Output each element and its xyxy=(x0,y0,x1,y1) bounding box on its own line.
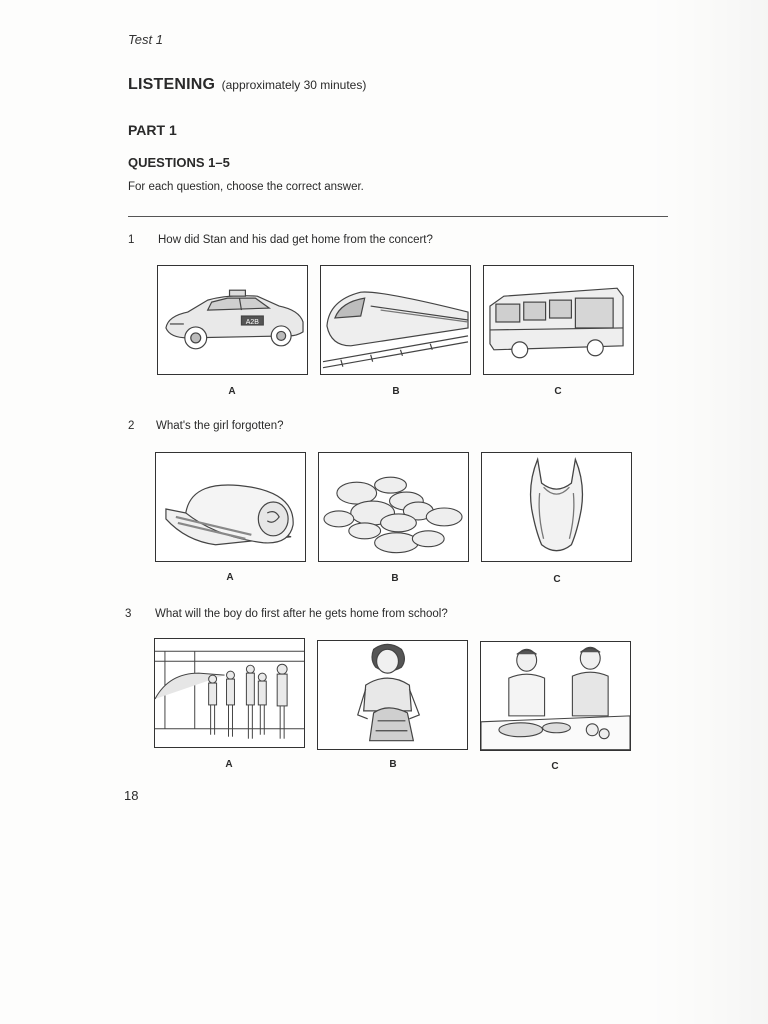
question-text: What's the girl forgotten? xyxy=(156,420,284,432)
option-picture-food-prep[interactable] xyxy=(480,641,631,751)
option-picture-train[interactable] xyxy=(320,265,471,375)
swimsuit-illustration xyxy=(482,453,631,561)
question-number: 2 xyxy=(128,420,135,432)
option-letter: B xyxy=(389,759,397,770)
divider-rule xyxy=(128,216,668,217)
taxi-illustration xyxy=(158,266,307,374)
option-picture-taxi[interactable] xyxy=(157,265,308,375)
page-edge-shadow xyxy=(648,0,768,1024)
question-text: What will the boy do first after he gets home from school? xyxy=(155,608,448,620)
option-picture-bus[interactable] xyxy=(483,265,634,375)
questions-heading: QUESTIONS 1–5 xyxy=(128,155,230,170)
question-number: 1 xyxy=(128,234,135,246)
towel-illustration xyxy=(156,453,305,561)
section-title-note: (approximately 30 minutes) xyxy=(221,78,367,92)
boy-bag-illustration xyxy=(318,641,467,749)
part-title: PART 1 xyxy=(128,122,177,138)
question-number: 3 xyxy=(125,608,132,620)
option-letter: C xyxy=(551,761,559,772)
option-letter: A xyxy=(228,386,236,397)
option-picture-coins[interactable] xyxy=(318,452,469,562)
option-picture-swimsuit[interactable] xyxy=(481,452,632,562)
station-illustration xyxy=(155,639,304,747)
taxi-sign-text: A2B xyxy=(245,318,259,326)
food-prep-illustration xyxy=(481,642,630,750)
option-letter: C xyxy=(554,386,562,397)
running-head: Test 1 xyxy=(128,32,163,47)
option-letter: C xyxy=(553,574,561,585)
section-title xyxy=(128,76,366,94)
option-letter: B xyxy=(392,386,400,397)
instructions: For each question, choose the correct answer. xyxy=(128,181,364,193)
coins-illustration xyxy=(319,453,468,561)
question-text: How did Stan and his dad get home from the concert? xyxy=(158,234,433,246)
option-letter: B xyxy=(391,573,399,584)
bus-illustration xyxy=(484,266,633,374)
option-letter: A xyxy=(226,572,234,583)
option-picture-towel[interactable] xyxy=(155,452,306,562)
page-number: 18 xyxy=(124,788,139,803)
option-picture-boy-bag[interactable] xyxy=(317,640,468,750)
section-title-main: LISTENING xyxy=(128,76,216,93)
option-picture-station[interactable] xyxy=(154,638,305,748)
option-letter: A xyxy=(225,759,233,770)
train-illustration xyxy=(321,266,470,374)
